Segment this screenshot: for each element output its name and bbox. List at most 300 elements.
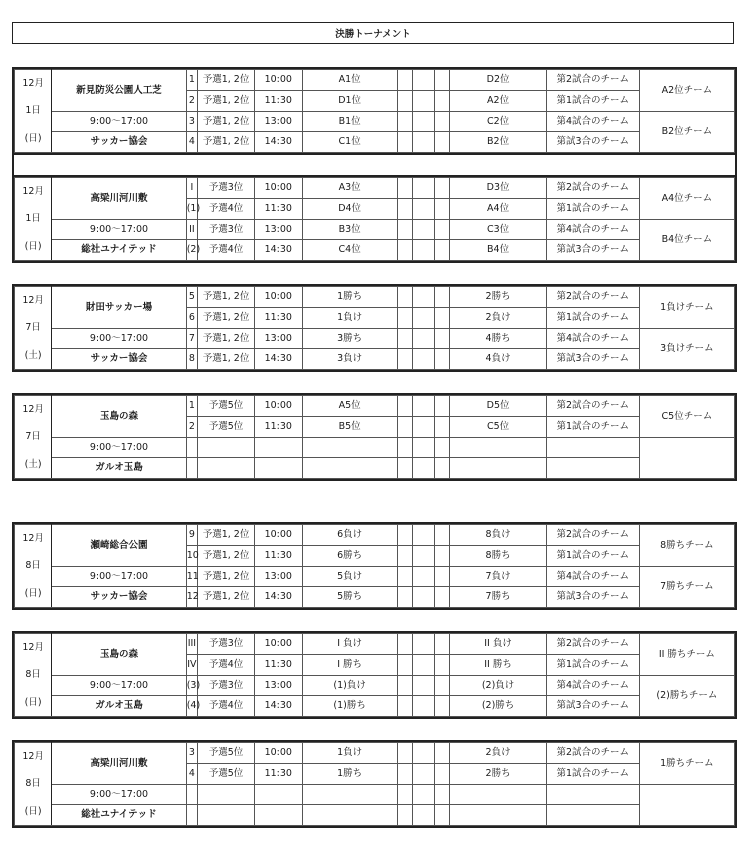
table-row [15,240,735,261]
referee-team: 第試3合のチーム [546,696,639,717]
score-cell [434,763,450,784]
date-weekday: (土) [24,458,42,470]
score-cell [397,587,413,608]
home-team: I 負け [302,634,397,655]
score-cell [397,566,413,587]
match-number [186,458,197,479]
referee-team: 第4試合のチーム [546,566,639,587]
qualifier-rank: 予選1, 2位 [198,111,255,132]
score-separator [413,784,435,805]
match-number: (2) [186,240,197,261]
referee-team: 第2試合のチーム [546,634,639,655]
score-cell [434,307,450,328]
score-separator [413,525,435,546]
date-month: 12月 [22,641,44,653]
kickoff-time: 14:30 [254,587,302,608]
score-cell [434,587,450,608]
date-day: 7日 [25,322,41,334]
match-number: 12 [186,587,197,608]
match-number: 7 [186,328,197,349]
score-cell [434,416,450,437]
match-number: 10 [186,545,197,566]
match-number: 9 [186,525,197,546]
home-team: 1勝ち [302,763,397,784]
score-cell [397,458,413,479]
score-separator [413,566,435,587]
score-cell [434,198,450,219]
home-team: B1位 [302,111,397,132]
match-number: III [186,634,197,655]
home-team: D1位 [302,90,397,111]
home-team: B5位 [302,416,397,437]
kickoff-time: 14:30 [254,696,302,717]
home-team [302,437,397,458]
home-team: B3位 [302,219,397,240]
date-month: 12月 [22,532,44,544]
date-cell [15,743,52,826]
date-day: 7日 [25,431,41,443]
kickoff-time: 10:00 [254,287,302,308]
score-separator [413,111,435,132]
kickoff-time [254,784,302,805]
referee-team: 第1試合のチーム [546,416,639,437]
qualifier-rank [198,458,255,479]
match-table [14,69,735,153]
kickoff-time: 11:30 [254,198,302,219]
table-row [15,634,735,655]
table-row [15,328,735,349]
match-number: 2 [186,90,197,111]
qualifier-rank [198,784,255,805]
score-cell [397,198,413,219]
support-team: (2)勝ちチーム [639,675,734,717]
score-cell [397,307,413,328]
home-team [302,458,397,479]
home-team: 5負け [302,566,397,587]
qualifier-rank: 予選5位 [198,743,255,764]
table-row [15,70,735,91]
match-day-block [12,284,737,372]
support-team: C5位チーム [639,396,734,438]
match-number [186,805,197,826]
qualifier-rank [198,437,255,458]
host-name: 総社ユナイテッド [52,240,186,261]
home-team: 3勝ち [302,328,397,349]
score-cell [434,287,450,308]
host-name: サッカー協会 [52,587,186,608]
kickoff-time: 11:30 [254,763,302,784]
venue-name: 財田サッカー場 [52,287,186,329]
date-stack [15,287,51,369]
referee-team: 第2試合のチーム [546,525,639,546]
date-stack [15,396,51,478]
qualifier-rank: 予選1, 2位 [198,566,255,587]
table-row [15,805,735,826]
home-team [302,784,397,805]
score-cell [434,805,450,826]
qualifier-rank: 予選1, 2位 [198,307,255,328]
away-team: C3位 [450,219,546,240]
match-number: 1 [186,396,197,417]
score-separator [413,634,435,655]
support-team: 1勝ちチーム [639,743,734,785]
venue-name: 高梁川河川敷 [52,178,186,220]
table-row [15,587,735,608]
referee-team: 第試3合のチーム [546,240,639,261]
score-cell [397,545,413,566]
away-team [450,805,546,826]
venue-name: 瀬崎総合公園 [52,525,186,567]
kickoff-time: 10:00 [254,396,302,417]
date-stack [15,634,51,716]
score-cell [397,654,413,675]
away-team: 8負け [450,525,546,546]
home-team: 1勝ち [302,287,397,308]
date-stack [15,743,51,825]
referee-team: 第試3合のチーム [546,587,639,608]
support-team: A2位チーム [639,70,734,112]
date-cell [15,634,52,717]
date-day: 8日 [25,560,41,572]
match-table [14,286,735,370]
score-cell [434,111,450,132]
kickoff-time [254,437,302,458]
table-row [15,219,735,240]
away-team: 4勝ち [450,328,546,349]
away-team: 4負け [450,349,546,370]
match-number: 4 [186,763,197,784]
score-separator [413,743,435,764]
home-team: C1位 [302,132,397,153]
kickoff-time: 10:00 [254,178,302,199]
score-cell [434,437,450,458]
home-team: 5勝ち [302,587,397,608]
match-number: 1 [186,70,197,91]
date-day: 8日 [25,778,41,790]
score-cell [397,349,413,370]
venue-name: 高梁川河川敷 [52,743,186,785]
away-team: (2)負け [450,675,546,696]
away-team: 2負け [450,743,546,764]
home-team: A3位 [302,178,397,199]
away-team: D3位 [450,178,546,199]
match-number: II [186,219,197,240]
score-cell [397,328,413,349]
score-cell [397,805,413,826]
score-cell [434,132,450,153]
kickoff-time: 10:00 [254,525,302,546]
score-separator [413,675,435,696]
away-team: A2位 [450,90,546,111]
referee-team: 第試3合のチーム [546,349,639,370]
score-cell [434,396,450,417]
table-row [15,566,735,587]
qualifier-rank: 予選1, 2位 [198,70,255,91]
score-separator [413,349,435,370]
referee-team: 第2試合のチーム [546,396,639,417]
match-day-block [12,522,737,610]
away-team: C2位 [450,111,546,132]
score-cell [397,70,413,91]
referee-team: 第4試合のチーム [546,111,639,132]
score-cell [434,525,450,546]
host-name: サッカー協会 [52,349,186,370]
venue-name: 玉島の森 [52,634,186,676]
table-row [15,458,735,479]
table-row [15,287,735,308]
qualifier-rank: 予選1, 2位 [198,545,255,566]
score-separator [413,587,435,608]
qualifier-rank: 予選1, 2位 [198,90,255,111]
hours-cell: 9:00〜17:00 [52,566,186,587]
kickoff-time: 14:30 [254,240,302,261]
away-team: 7勝ち [450,587,546,608]
score-cell [397,763,413,784]
score-separator [413,437,435,458]
date-month: 12月 [22,294,44,306]
match-number: 11 [186,566,197,587]
match-day-block [12,175,737,263]
match-number [186,437,197,458]
support-team: II 勝ちチーム [639,634,734,676]
score-cell [434,743,450,764]
host-name: ガルオ玉島 [52,696,186,717]
host-name: ガルオ玉島 [52,458,186,479]
qualifier-rank: 予選3位 [198,634,255,655]
away-team: 2勝ち [450,763,546,784]
host-name: サッカー協会 [52,132,186,153]
match-number: (4) [186,696,197,717]
hours-cell: 9:00〜17:00 [52,328,186,349]
score-separator [413,396,435,417]
referee-team: 第2試合のチーム [546,743,639,764]
referee-team: 第4試合のチーム [546,675,639,696]
home-team: D4位 [302,198,397,219]
score-cell [434,654,450,675]
referee-team: 第2試合のチーム [546,178,639,199]
hours-cell: 9:00〜17:00 [52,437,186,458]
qualifier-rank: 予選1, 2位 [198,525,255,546]
away-team: II 勝ち [450,654,546,675]
date-stack [15,178,51,260]
match-table [14,177,735,261]
date-day: 1日 [25,213,41,225]
match-table [14,395,735,479]
score-cell [434,90,450,111]
qualifier-rank: 予選3位 [198,219,255,240]
kickoff-time: 13:00 [254,111,302,132]
score-cell [397,634,413,655]
referee-team: 第4試合のチーム [546,328,639,349]
referee-team: 第2試合のチーム [546,70,639,91]
referee-team [546,437,639,458]
table-row [15,525,735,546]
qualifier-rank: 予選3位 [198,178,255,199]
venue-name: 玉島の森 [52,396,186,438]
table-row [15,132,735,153]
date-weekday: (日) [24,696,42,708]
kickoff-time: 11:30 [254,654,302,675]
table-row [15,349,735,370]
score-cell [434,178,450,199]
kickoff-time: 14:30 [254,132,302,153]
kickoff-time: 11:30 [254,307,302,328]
home-team: (1)負け [302,675,397,696]
away-team: 2負け [450,307,546,328]
venue-name: 新見防災公園人工芝 [52,70,186,112]
home-team: 6勝ち [302,545,397,566]
date-weekday: (日) [24,240,42,252]
match-number: 2 [186,416,197,437]
score-cell [434,240,450,261]
score-separator [413,178,435,199]
page-title: 決勝トーナメント [12,22,734,44]
home-team: 3負け [302,349,397,370]
home-team: C4位 [302,240,397,261]
match-table [14,633,735,717]
score-separator [413,198,435,219]
support-team: 7勝ちチーム [639,566,734,608]
hours-cell: 9:00〜17:00 [52,219,186,240]
date-cell [15,396,52,479]
score-cell [434,566,450,587]
table-row [15,784,735,805]
kickoff-time: 13:00 [254,328,302,349]
home-team: I 勝ち [302,654,397,675]
away-team: 8勝ち [450,545,546,566]
match-table [14,742,735,826]
table-row [15,696,735,717]
date-stack [15,70,51,152]
referee-team: 第試3合のチーム [546,132,639,153]
score-cell [397,90,413,111]
qualifier-rank: 予選1, 2位 [198,328,255,349]
qualifier-rank: 予選4位 [198,240,255,261]
date-month: 12月 [22,185,44,197]
score-cell [397,111,413,132]
match-table [14,524,735,608]
score-cell [397,675,413,696]
score-cell [434,545,450,566]
date-cell [15,178,52,261]
date-month: 12月 [22,403,44,415]
qualifier-rank: 予選4位 [198,198,255,219]
kickoff-time: 11:30 [254,90,302,111]
date-stack [15,525,51,607]
referee-team: 第1試合のチーム [546,545,639,566]
date-weekday: (日) [24,805,42,817]
qualifier-rank: 予選5位 [198,416,255,437]
kickoff-time: 14:30 [254,349,302,370]
away-team: B4位 [450,240,546,261]
kickoff-time: 10:00 [254,634,302,655]
score-cell [397,696,413,717]
home-team: (1)勝ち [302,696,397,717]
score-cell [397,132,413,153]
date-month: 12月 [22,750,44,762]
score-separator [413,287,435,308]
away-team: 2勝ち [450,287,546,308]
referee-team [546,805,639,826]
referee-team: 第1試合のチーム [546,654,639,675]
kickoff-time [254,458,302,479]
score-cell [434,70,450,91]
score-separator [413,763,435,784]
kickoff-time: 11:30 [254,416,302,437]
match-number: I [186,178,197,199]
score-cell [397,219,413,240]
score-separator [413,240,435,261]
score-cell [397,743,413,764]
score-separator [413,458,435,479]
score-separator [413,416,435,437]
table-row [15,396,735,417]
qualifier-rank: 予選5位 [198,763,255,784]
support-team: 8勝ちチーム [639,525,734,567]
referee-team [546,458,639,479]
score-separator [413,654,435,675]
table-row [15,743,735,764]
match-day-block [12,393,737,481]
hours-cell: 9:00〜17:00 [52,675,186,696]
hours-cell: 9:00〜17:00 [52,784,186,805]
kickoff-time: 13:00 [254,675,302,696]
away-team: (2)勝ち [450,696,546,717]
referee-team: 第1試合のチーム [546,763,639,784]
support-team: B2位チーム [639,111,734,153]
kickoff-time: 10:00 [254,70,302,91]
away-team [450,784,546,805]
table-row [15,111,735,132]
referee-team: 第4試合のチーム [546,219,639,240]
match-number [186,784,197,805]
match-day-block [12,631,737,719]
score-cell [434,349,450,370]
score-cell [434,675,450,696]
score-separator [413,219,435,240]
match-number: IV [186,654,197,675]
table-row [15,437,735,458]
score-separator [413,90,435,111]
referee-team: 第1試合のチーム [546,90,639,111]
home-team: A1位 [302,70,397,91]
match-number: 3 [186,743,197,764]
date-month: 12月 [22,77,44,89]
score-cell [434,634,450,655]
match-number: 4 [186,132,197,153]
date-cell [15,525,52,608]
qualifier-rank: 予選1, 2位 [198,132,255,153]
kickoff-time: 13:00 [254,219,302,240]
date-weekday: (土) [24,349,42,361]
support-team [639,437,734,479]
score-cell [397,396,413,417]
qualifier-rank: 予選4位 [198,654,255,675]
score-cell [397,178,413,199]
away-team: B2位 [450,132,546,153]
table-row [15,178,735,199]
score-cell [397,287,413,308]
score-cell [434,784,450,805]
hours-cell: 9:00〜17:00 [52,111,186,132]
score-cell [434,458,450,479]
host-name: 総社ユナイテッド [52,805,186,826]
referee-team [546,784,639,805]
match-number: (1) [186,198,197,219]
table-row [15,675,735,696]
away-team: D2位 [450,70,546,91]
kickoff-time: 10:00 [254,743,302,764]
